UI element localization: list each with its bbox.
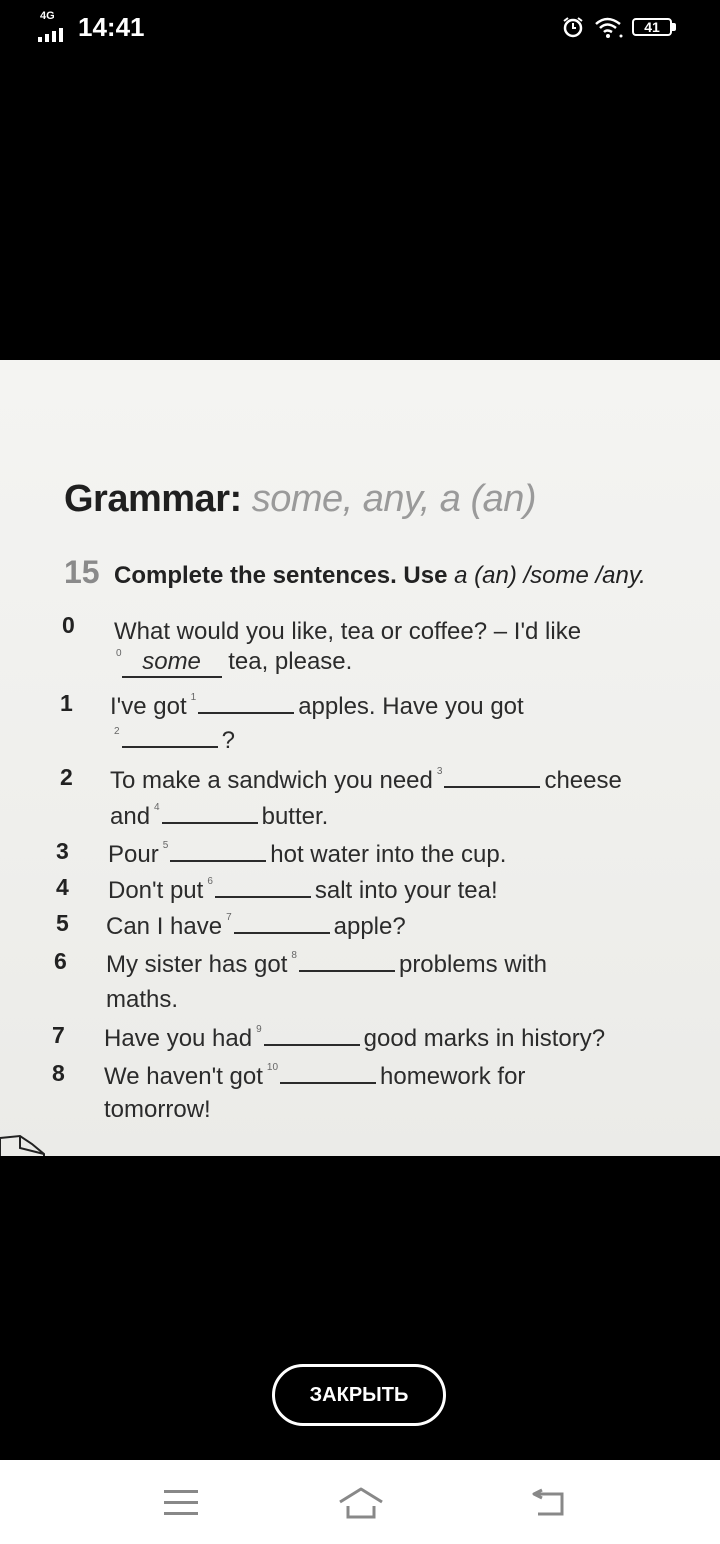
answer-blank[interactable] <box>215 876 311 898</box>
item-text: maths. <box>106 986 179 1013</box>
item-text: To make a sandwich you need $^3$ cheese <box>110 766 622 794</box>
back-icon[interactable] <box>528 1488 568 1518</box>
item-text: I've got $^1$ apples. Have you got <box>110 692 524 720</box>
answer-blank[interactable] <box>198 692 294 714</box>
battery-icon <box>632 18 678 38</box>
status-bar <box>0 0 720 56</box>
answer-blank[interactable] <box>234 912 330 934</box>
navigation-bar <box>0 1460 720 1544</box>
page-corner-graphic <box>0 1134 50 1156</box>
item-text: We haven't got $^{10}$ homework for <box>104 1062 526 1090</box>
textbook-photo <box>0 360 720 1156</box>
menu-icon[interactable] <box>164 1490 198 1516</box>
item-number: 3 <box>56 838 69 864</box>
item-text: $^0$ some tea, please. <box>112 648 352 678</box>
exercise-number: 15 <box>64 554 100 590</box>
answer-blank[interactable] <box>444 766 540 788</box>
answer-blank[interactable] <box>122 726 218 748</box>
item-text: and $^4$ butter. <box>110 802 329 830</box>
answer-blank[interactable] <box>299 950 395 972</box>
item-text: Have you had $^9$ good marks in history? <box>104 1024 606 1052</box>
item-text: Don't put $^6$ salt into your tea! <box>108 876 498 904</box>
item-text: Pour $^5$ hot water into the cup. <box>108 840 507 868</box>
answer-blank[interactable] <box>162 802 258 824</box>
exercise-instruction: Complete the sentences. Use a (an) /some /any. <box>114 562 646 589</box>
item-text: What would you like, tea or coffee? – I'd like <box>114 618 582 645</box>
item-number: 1 <box>60 690 73 716</box>
item-number: 8 <box>52 1060 65 1086</box>
item-number: 6 <box>54 948 67 974</box>
answer-blank[interactable] <box>264 1024 360 1046</box>
item-number: 0 <box>62 612 75 638</box>
answer-blank[interactable] <box>170 840 266 862</box>
answer-example: some <box>122 648 222 678</box>
item-number: 7 <box>52 1022 65 1048</box>
home-icon[interactable] <box>336 1486 386 1520</box>
page-heading <box>64 478 536 521</box>
item-text: Can I have $^7$ apple? <box>106 912 406 940</box>
close-button[interactable]: ЗАКРЫТЬ <box>272 1364 446 1426</box>
item-text: tomorrow! <box>104 1096 211 1123</box>
item-text: $^2$ ? <box>114 726 235 754</box>
alarm-icon <box>562 16 584 38</box>
wifi-icon <box>594 16 624 40</box>
item-text: My sister has got $^8$ problems with <box>106 950 548 978</box>
item-number: 5 <box>56 910 69 936</box>
item-number: 2 <box>60 764 73 790</box>
heading-bold: Grammar: <box>64 478 242 520</box>
network-type: 4G <box>40 10 55 22</box>
answer-blank[interactable] <box>280 1062 376 1084</box>
item-number: 4 <box>56 874 69 900</box>
battery-level: 41 <box>644 19 660 35</box>
signal-icon <box>38 12 72 40</box>
clock: 14:41 <box>78 12 145 42</box>
heading-topic: some, any, a (an) <box>251 478 537 520</box>
